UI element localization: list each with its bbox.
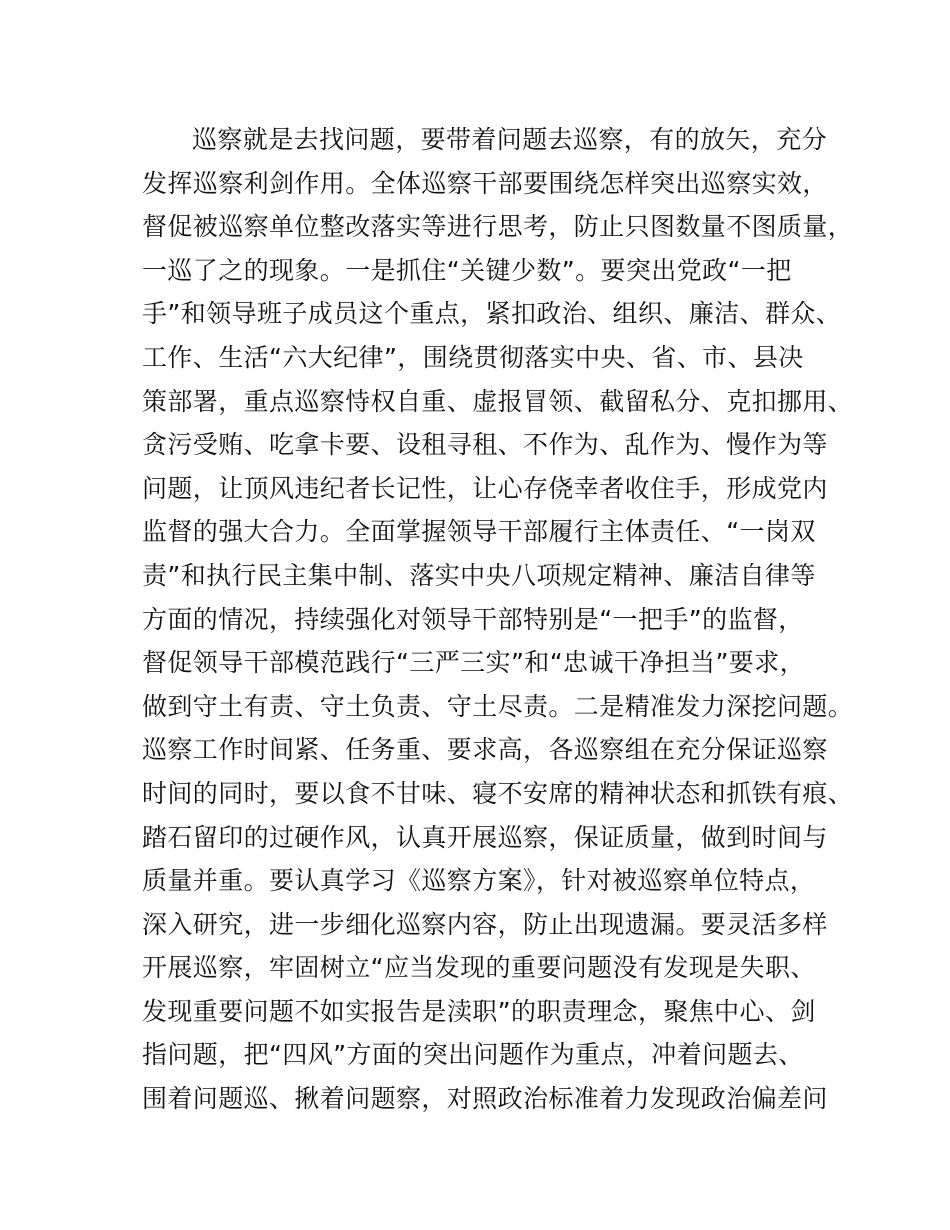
paragraph-line: 做到守土有责、守土负责、守土尽责。二是精准发力深挖问题。: [142, 691, 854, 721]
paragraph-line: 深入研究，进一步细化巡察内容，防止出现遗漏。要灵活多样: [142, 909, 828, 939]
paragraph-line: 开展巡察，牢固树立“应当发现的重要问题没有发现是失职、: [142, 953, 816, 983]
paragraph-line: 发现重要问题不如实报告是渎职”的职责理念，聚焦中心、剑: [142, 996, 816, 1026]
paragraph-line: 发挥巡察利剑作用。全体巡察干部要围绕怎样突出巡察实效，: [142, 168, 828, 198]
paragraph-line: 手”和领导班子成员这个重点，紧扣政治、组织、廉洁、群众、: [142, 299, 842, 329]
paragraph-line: 围着问题巡、揪着问题察，对照政治标准着力发现政治偏差问: [142, 1084, 828, 1114]
paragraph-line: 质量并重。要认真学习《巡察方案》，针对被巡察单位特点，: [142, 866, 816, 896]
paragraph-line: 时间的同时，要以食不甘味、寝不安席的精神状态和抓铁有痕、: [142, 778, 854, 808]
paragraph-line: 方面的情况，持续强化对领导干部特别是“一把手”的监督，: [142, 604, 804, 634]
paragraph-line: 责”和执行民主集中制、落实中央八项规定精神、廉洁自律等: [142, 560, 816, 590]
paragraph-line: 踏石留印的过硬作风，认真开展巡察，保证质量，做到时间与: [142, 822, 828, 852]
paragraph-line: 巡察工作时间紧、任务重、要求高，各巡察组在充分保证巡察: [142, 735, 828, 765]
paragraph-line: 一巡了之的现象。一是抓住“关键少数”。要突出党政“一把: [142, 255, 792, 285]
paragraph-line: 策部署，重点巡察恃权自重、虚报冒领、截留私分、克扣挪用、: [142, 386, 854, 416]
paragraph-line: 指问题，把“四风”方面的突出问题作为重点，冲着问题去、: [142, 1040, 804, 1070]
body-paragraph: [142, 118, 854, 1121]
paragraph-line: 督促被巡察单位整改落实等进行思考，防止只图数量不图质量，: [142, 212, 854, 242]
paragraph-line: 贪污受贿、吃拿卡要、设租寻租、不作为、乱作为、慢作为等: [142, 430, 828, 460]
paragraph-line: 问题，让顶风违纪者长记性，让心存侥幸者收住手，形成党内: [142, 473, 828, 503]
paragraph-line: 监督的强大合力。全面掌握领导干部履行主体责任、“一岗双: [142, 517, 816, 547]
paragraph-line: 工作、生活“六大纪律”，围绕贯彻落实中央、省、市、县决: [142, 342, 804, 372]
paragraph-line: 巡察就是去找问题，要带着问题去巡察，有的放矢，充分: [192, 125, 828, 154]
paragraph-line: 督促领导干部模范践行“三严三实”和“忠诚干净担当”要求，: [142, 648, 806, 678]
